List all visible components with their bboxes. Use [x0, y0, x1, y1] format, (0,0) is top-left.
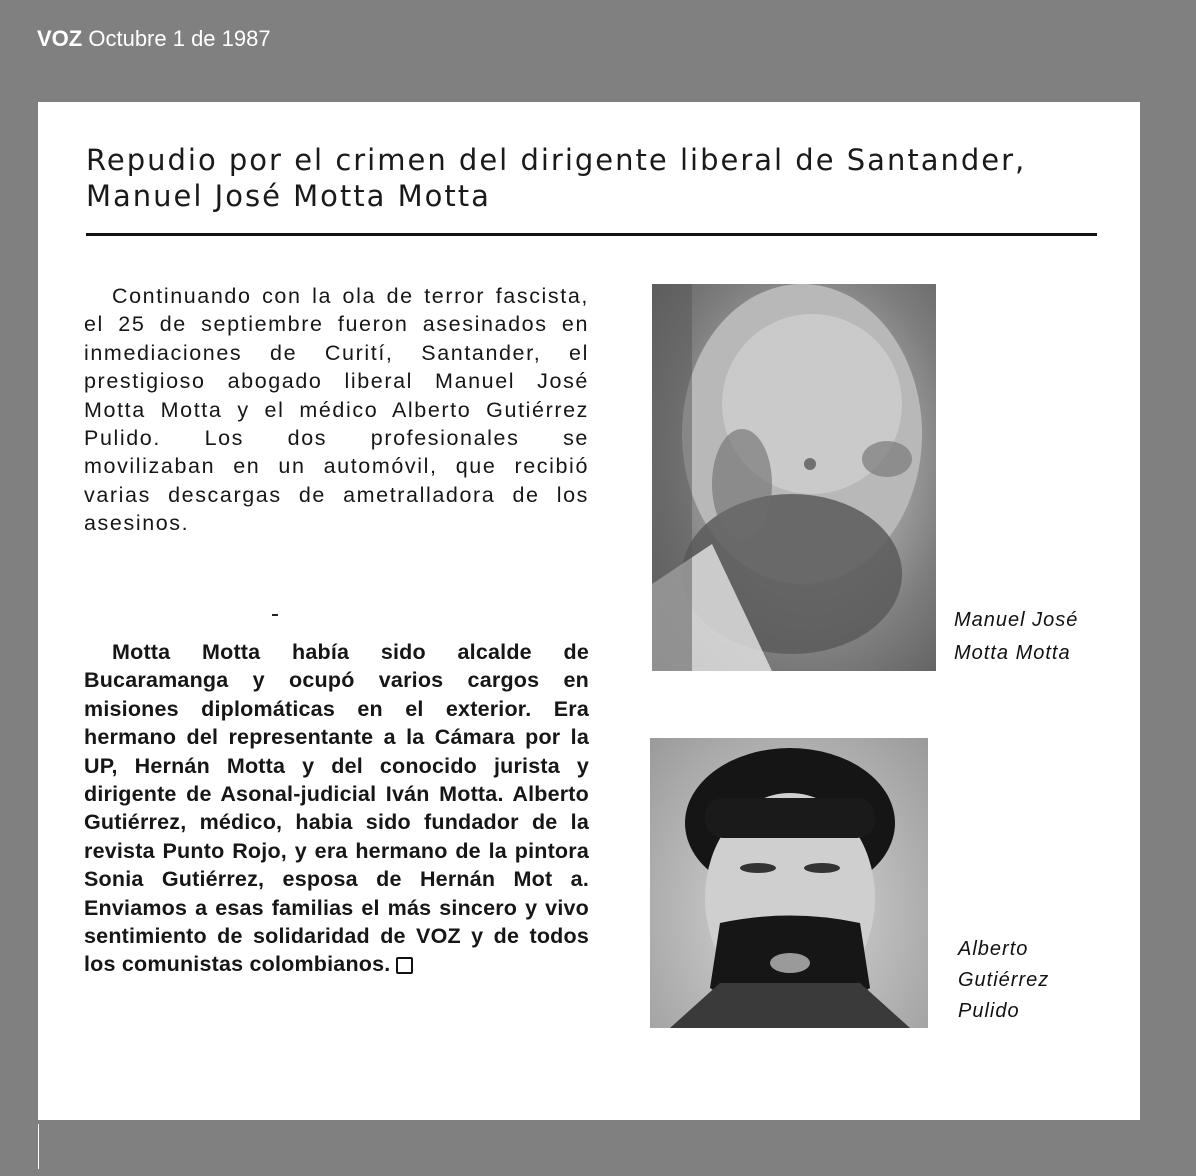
photo-alberto-gutierrez [650, 738, 928, 1028]
caption-2-line-3: Pulido [958, 1000, 1020, 1022]
headline-line-2: Manuel José Motta Motta [86, 179, 491, 213]
portrait-image [650, 738, 928, 1028]
article-headline [86, 142, 1116, 214]
paragraph-2-text: Motta Motta había sido alcalde de Bucaramanga y ocupó varios cargos en misiones diplomáticas en el exterior. Era hermano del representante a la Cámara por la UP, Hernán Motta y del conocido jurista y dirigente de Asonal-judicial Iván Motta. Alberto Gutiérrez, médico, habia sido fundador de la revista Punto Rojo, y era hermano de la pintora Sonia Gutiérrez, esposa de Hernán Mot a. Enviamos a esas familias el más sincero y vivo sentimiento de solidaridad de VOZ y de todos los comunistas colombianos. [84, 640, 589, 977]
section-divider [272, 614, 278, 616]
caption-2-line-2: Gutiérrez [958, 969, 1050, 991]
paragraph-1-text: Continuando con la ola de terror fascista, el 25 de septiembre fueron asesinados en inmediaciones de Curití, Santander, el prestigioso abogado liberal Manuel José Motta Motta y el médico Alberto Gutiérrez Pulido. Los dos profesionales se movilizaban en un automóvil, que recibió varias descargas de ametralladora de los asesinos. [84, 284, 589, 536]
publication-name: VOZ [37, 26, 83, 51]
publication-header [37, 26, 271, 52]
scan-edge-line [38, 1124, 39, 1169]
caption-1-line-2: Motta Motta [954, 642, 1071, 664]
caption-2-line-1: Alberto [958, 938, 1029, 960]
photo-caption-2 [958, 934, 1049, 1027]
photo-manuel-jose-motta [652, 284, 936, 671]
article-paragraph-2 [84, 638, 589, 979]
article-paragraph-1 [84, 282, 589, 538]
portrait-image [652, 284, 936, 671]
publication-date: Octubre 1 de 1987 [88, 26, 271, 51]
end-mark-icon [396, 957, 413, 974]
photo-caption-1 [954, 604, 1078, 670]
headline-rule [86, 233, 1097, 236]
newspaper-clipping [38, 102, 1140, 1120]
caption-1-line-1: Manuel José [954, 609, 1079, 631]
headline-line-1: Repudio por el crimen del dirigente liberal de Santander, [86, 143, 1027, 177]
